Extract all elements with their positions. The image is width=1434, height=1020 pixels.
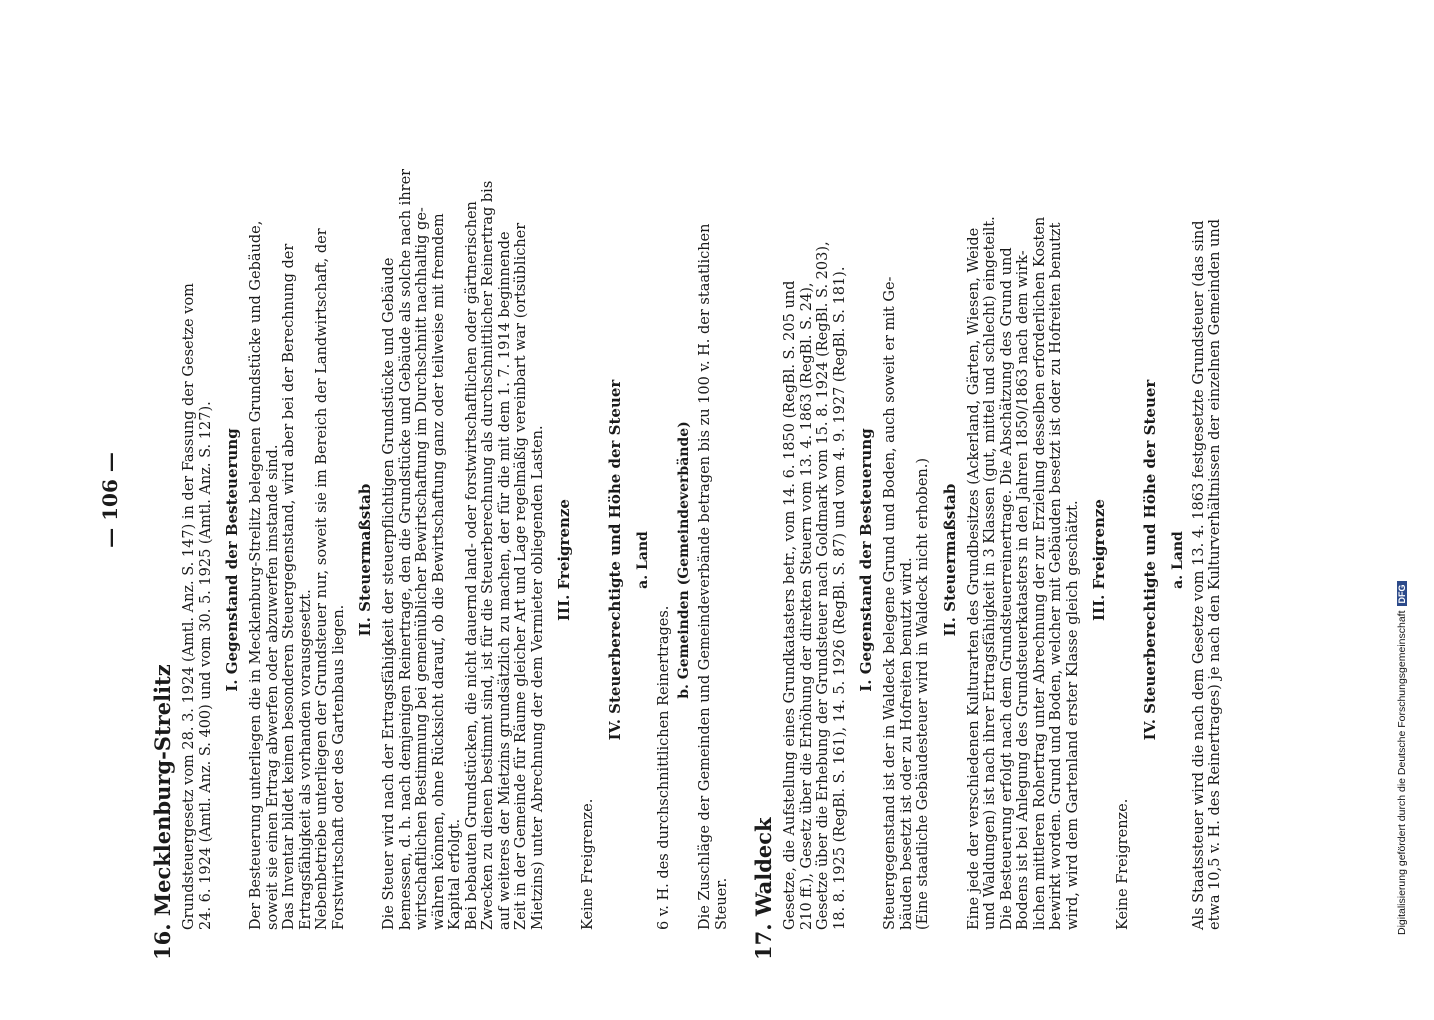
paragraph-line: währen können, ohne Rücksicht darauf, ob die Bewirtschaftung ganz oder teilweise mit fremdem [430,213,447,930]
paragraph-line: Ertragsfähigkeit als vorhanden vorausgesetzt. [297,589,314,930]
section-intro-line: Grundsteuergesetz vom 28. 3. 1924 (Amtl. Anz. S. 147) in der Fassung der Gesetze vom [181,283,197,930]
dfg-logo: DFG [1397,581,1407,606]
subsection-title: IV. Steuerberechtigte und Höhe der Steuer [605,379,624,741]
paragraph-line: Bodens ist bei Anlegung des Grundsteuerkatasters in den Jahren 1850/1863 nach dem wirk- [1015,250,1031,930]
paragraph-line: Die Steuer wird nach der Ertragsfähigkeit der steuerpflichtigen Grundstücke und Gebäude [381,257,397,930]
paragraph-line: bäuden besetzt ist oder zu Hofreiten benutzt wird. [898,557,915,930]
paragraph-line: wird, wird dem Gartenland erster Klasse gleich geschätzt. [1064,500,1081,930]
paragraph-line: bemessen, d. h. nach demjenigen Reinertrage, den die Grundstücke und Gebäude als solche nach ihrer [397,168,414,930]
subsection-title: III. Freigrenze [555,499,573,621]
paragraph-line: 6 v. H. des durchschnittlichen Reinertrages. [655,605,672,930]
section-intro-line: Gesetze, die Aufstellung eines Grundkatasters betr., vom 14. 6. 1850 (RegBl. S. 205 und [782,280,798,930]
paragraph-line: Als Staatssteuer wird die nach dem Gesetze vom 13. 4. 1863 festgesetzte Grundsteuer (das sind [1190,220,1207,930]
subsection-title: III. Freigrenze [1090,499,1108,621]
paragraph-line: Keine Freigrenze. [1115,798,1131,930]
paragraph-line: (Eine staatliche Gebäudesteuer wird in Waldeck nicht erhoben.) [915,457,931,930]
paragraph-line: Die Zuschläge der Gemeinden und Gemeindeverbände betragen bis zu 100 v. H. der staatlichen [697,223,713,930]
paragraph-line: auf weiteres der Mietzins grundsätzlich zu machen, der für die mit dem 1. 7. 1914 beginnende [496,231,513,930]
subsection-subtitle: b. Gemeinden (Gemeindeverbände) [676,421,692,699]
paragraph-line: Forstwirtschaft oder des Gartenbaus liegen. [330,604,347,930]
subsection-title: II. Steuermaßstab [356,483,374,637]
subsection-title: II. Steuermaßstab [940,483,959,637]
section-intro-line: Gesetze über die Erhebung der Grundsteuer nach Goldmark vom 15. 8. 1924 (RegBl. S. 203), [815,241,831,930]
paragraph-line: Der Besteuerung unterliegen die in Mecklenburg-Strelitz belegenen Grundstücke und Gebäude, [248,220,264,930]
digitization-credit [1396,581,1408,935]
section-heading: 16. Mecklenburg-Strelitz [150,664,175,960]
paragraph-line: Mietzins) unter Abrechnung der dem Vermieter obliegenden Lasten. [529,425,546,930]
paragraph-line: lichen mittleren Rohertrag unter Abrechnung der zur Erzielung desselben erforderlichen Kosten [1031,216,1048,930]
subsection-title: I. Gegenstand der Besteuerung [223,428,241,692]
rotated-document-page [100,40,1290,960]
paragraph-line: bewirkt worden. Grund und Boden, welcher mit Gebäuden besetzt ist oder zu Hofreiten benutzt [1048,222,1064,930]
paragraph-line: Das Inventar bildet keinen besonderen Steuergegenstand, wird aber bei der Berechnung der [281,243,297,930]
section-intro-line: 210 ff.), Gesetz über die Erhöhung der direkten Steuern vom 13. 4. 1863 (RegBl. S. 24), [798,282,815,930]
paragraph-line: Bei bebauten Grundstücken, die nicht dauernd land- oder forstwirtschaftlichen oder gärtnerischen [463,201,480,930]
paragraph-line: Zeit in der Gemeinde für Räume gleicher Art und Lage regelmäßig vereinbart war (ortsüblicher [513,222,529,930]
paragraph-line: Keine Freigrenze. [580,798,596,930]
paragraph-line: Zwecken zu dienen bestimmt sind, ist für die Steuerberechnung als durchschnittlicher Reinertrag bis [480,180,496,930]
credit-text: Digitalisierung gefördert durch die Deutsche Forschungsgemeinschaft [1396,610,1408,935]
paragraph-line: etwa 10,5 v. H. des Reinertrages) je nach den Kulturverhältnissen der einzelnen Gemeinden und [1207,219,1223,930]
paragraph-line: Die Besteuerung erfolgt nach dem Grundsteuerreinertrage. Die Abschätzung des Grund und [998,247,1015,930]
subsection-subtitle: a. Land [634,531,651,589]
subsection-title: IV. Steuerberechtigte und Höhe der Steuer [1140,379,1159,741]
page-number: — 106 — [98,452,122,548]
section-heading: 17. Waldeck [751,817,776,960]
paragraph-line: Steuer. [713,877,730,930]
paragraph-line: Nebenbetriebe unterliegen der Grundsteuer nur, soweit sie im Bereich der Landwirtschaft, der [314,228,330,930]
paragraph-line: soweit sie einen Ertrag abwerfen oder abzuwerfen imstande sind. [264,444,281,930]
section-intro-line: 18. 8. 1925 (RegBl. S. 161), 14. 5. 1926 (RegBl. S. 87) und vom 4. 9. 1927 (RegBl. S. 181). [831,266,848,930]
paragraph-line: Eine jede der verschiedenen Kulturarten des Grundbesitzes (Ackerland, Gärten, Wiesen, Weide [965,227,982,930]
paragraph-line: wirtschaftlichen Bestimmung bei gemeinüblicher Bewirtschaftung im Durchschnitt nachhaltig ge- [414,207,430,930]
subsection-subtitle: a. Land [1169,531,1186,589]
paragraph-line: Steuergegenstand ist der in Waldeck belegene Grund und Boden, auch soweit er mit Ge- [882,276,898,930]
paragraph-line: Kapital erfolgt. [447,818,463,930]
section-intro-line: 24. 6. 1924 (Amtl. Anz. S. 400) und vom 30. 5. 1925 (Amtl. Anz. S. 127). [197,401,214,930]
subsection-title: I. Gegenstand der Besteuerung [857,428,875,692]
paragraph-line: und Waldungen) ist nach ihrer Ertragsfähigkeit in 3 Klassen (gut, mittel und schlecht) eingeteilt. [982,216,998,930]
